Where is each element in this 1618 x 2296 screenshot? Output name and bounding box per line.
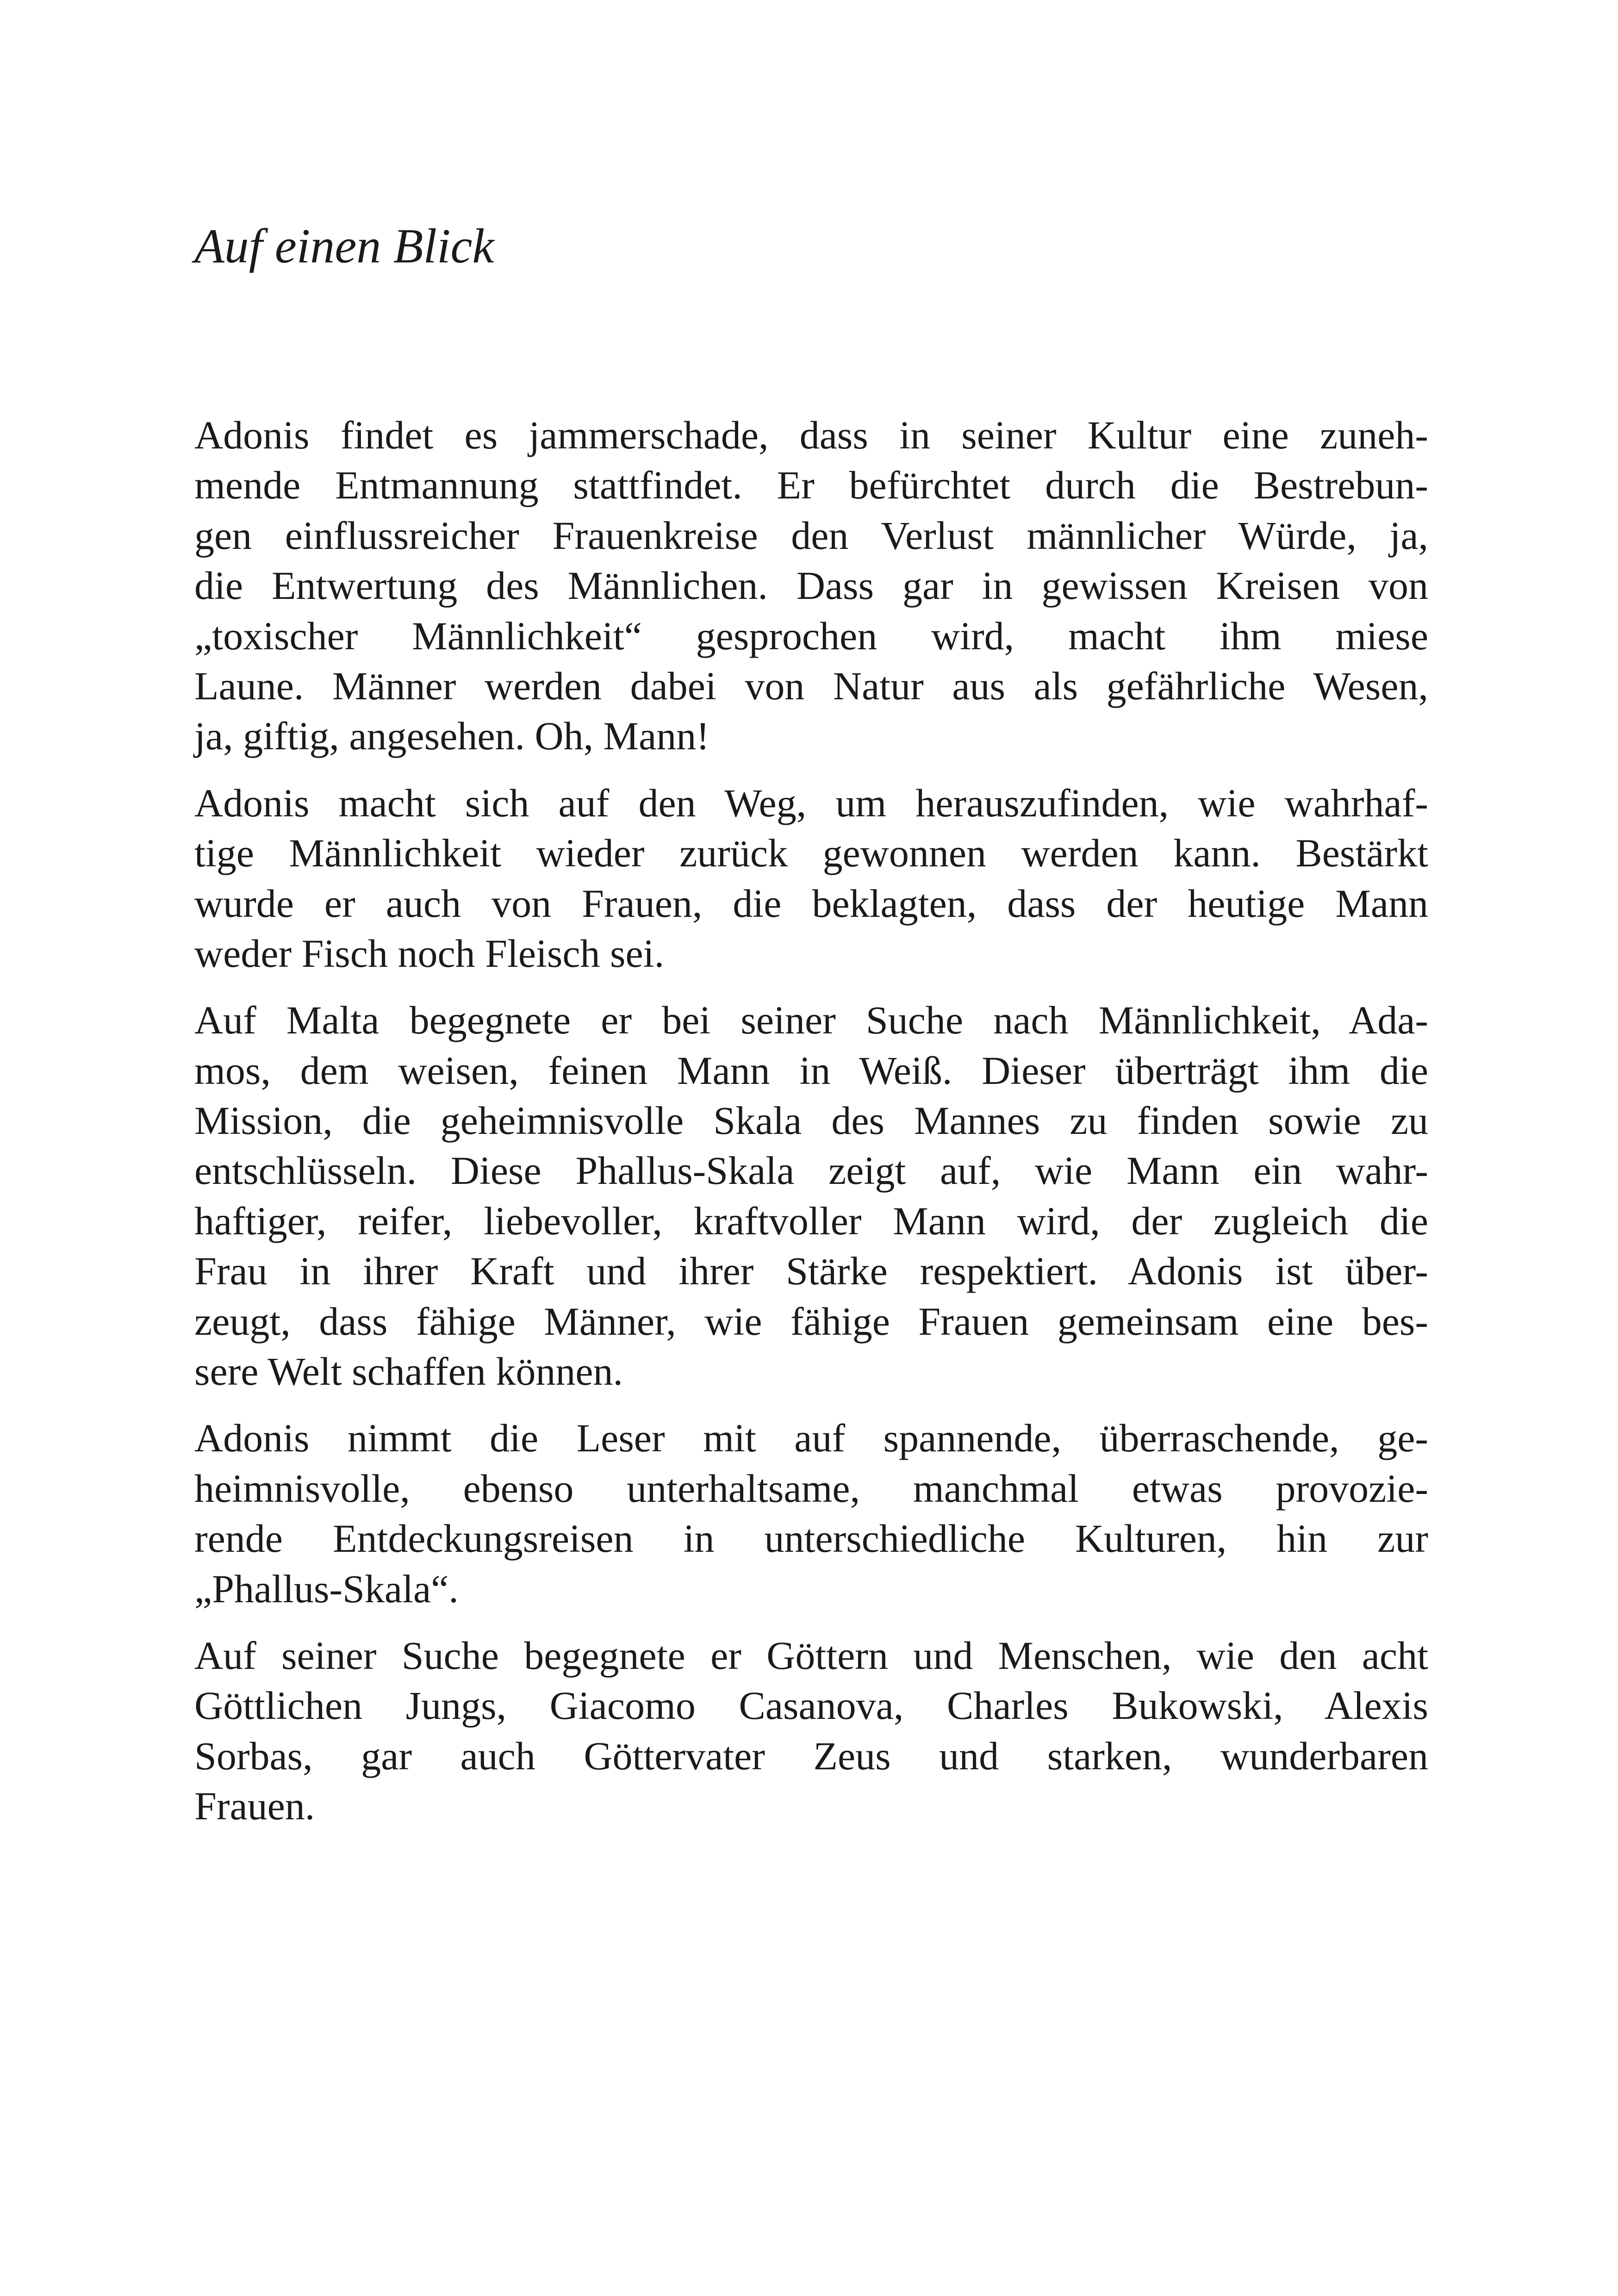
text-line: Sorbas, gar auch Göttervater Zeus und starken, wunderbaren (194, 1733, 1428, 1778)
text-line: Mission, die geheimnisvolle Skala des Mannes zu finden sowie zu (194, 1098, 1428, 1143)
text-line: die Entwertung des Männlichen. Dass gar in gewissen Kreisen von (194, 563, 1428, 608)
paragraph-4 (194, 1413, 1428, 1614)
text-line: mos, dem weisen, feinen Mann in Weiß. Dieser überträgt ihm die (194, 1048, 1428, 1093)
text-line: gen einflussreicher Frauenkreise den Verlust männlicher Würde, ja, (194, 513, 1428, 558)
paragraph-2 (194, 778, 1428, 979)
text-line: Auf seiner Suche begegnete er Göttern und Menschen, wie den acht (194, 1633, 1428, 1678)
text-line: „Phallus-Skala“. (194, 1566, 459, 1611)
text-line: weder Fisch noch Fleisch sei. (194, 931, 665, 976)
text-line: Göttlichen Jungs, Giacomo Casanova, Charles Bukowski, Alexis (194, 1683, 1428, 1728)
text-line: Adonis macht sich auf den Weg, um herauszufinden, wie wahrhaf- (194, 780, 1428, 825)
text-line: heimnisvolle, ebenso unterhaltsame, manchmal etwas provozie- (194, 1466, 1428, 1511)
text-line: entschlüsseln. Diese Phallus-Skala zeigt auf, wie Mann ein wahr- (194, 1148, 1428, 1193)
text-line: ja, giftig, angesehen. Oh, Mann! (194, 714, 709, 759)
text-line: mende Entmannung stattfindet. Er befürchtet durch die Bestrebun- (194, 463, 1428, 508)
paragraph-5 (194, 1630, 1428, 1831)
page-title: Auf einen Blick (194, 219, 494, 273)
text-line: wurde er auch von Frauen, die beklagten, dass der heutige Mann (194, 881, 1428, 926)
text-line: tige Männlichkeit wieder zurück gewonnen werden kann. Bestärkt (194, 831, 1428, 876)
paragraph-3 (194, 995, 1428, 1396)
text-line: haftiger, reifer, liebevoller, kraftvoller Mann wird, der zugleich die (194, 1198, 1428, 1243)
text-line: „toxischer Männlichkeit“ gesprochen wird, macht ihm miese (194, 613, 1428, 658)
text-line: Laune. Männer werden dabei von Natur aus als gefährliche Wesen, (194, 663, 1428, 708)
body-text (194, 410, 1428, 1848)
text-line: zeugt, dass fähige Männer, wie fähige Frauen gemeinsam eine bes- (194, 1299, 1428, 1344)
text-line: Auf Malta begegnete er bei seiner Suche nach Männlichkeit, Ada- (194, 998, 1428, 1043)
text-line: Frauen. (194, 1784, 315, 1829)
text-line: Adonis nimmt die Leser mit auf spannende, überraschende, ge- (194, 1416, 1428, 1461)
paragraph-1 (194, 410, 1428, 761)
text-line: sere Welt schaffen können. (194, 1349, 623, 1394)
text-line: rende Entdeckungsreisen in unterschiedliche Kulturen, hin zur (194, 1516, 1428, 1561)
text-line: Frau in ihrer Kraft und ihrer Stärke respektiert. Adonis ist über- (194, 1249, 1428, 1294)
text-line: Adonis findet es jammerschade, dass in seiner Kultur eine zuneh- (194, 413, 1428, 457)
